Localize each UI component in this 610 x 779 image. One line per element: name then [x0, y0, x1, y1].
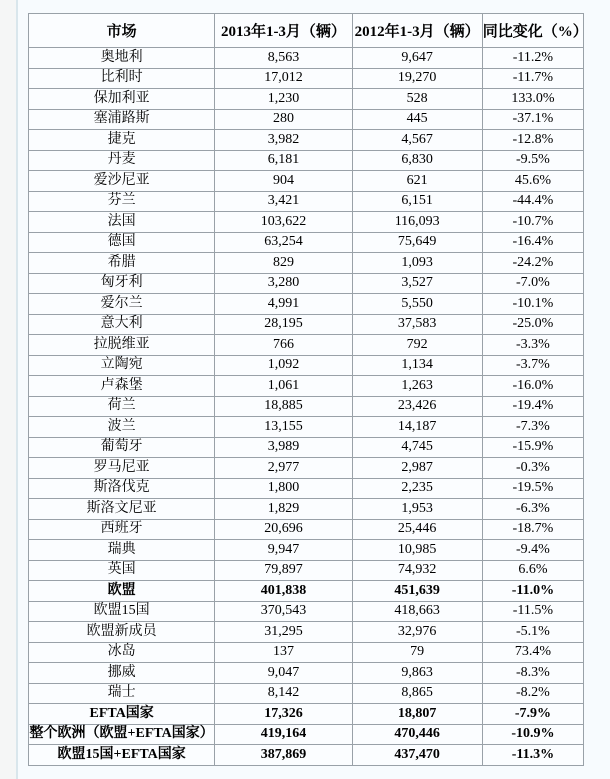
value-2013-cell: 1,230: [215, 89, 352, 110]
change-cell: -10.1%: [482, 294, 583, 315]
value-2012-cell: 445: [352, 109, 482, 130]
market-cell: 立陶宛: [29, 355, 215, 376]
table-row: [29, 478, 584, 499]
table-row: [29, 294, 584, 315]
change-cell: -9.4%: [482, 540, 583, 561]
table-row: [29, 704, 584, 725]
value-2012-cell: 23,426: [352, 396, 482, 417]
value-2012-cell: 9,647: [352, 48, 482, 69]
market-cell: 比利时: [29, 68, 215, 89]
market-cell: 希腊: [29, 253, 215, 274]
value-2012-cell: 5,550: [352, 294, 482, 315]
value-2013-cell: 13,155: [215, 417, 352, 438]
table-row: [29, 150, 584, 171]
value-2013-cell: 3,280: [215, 273, 352, 294]
value-2012-cell: 25,446: [352, 519, 482, 540]
table-row: [29, 273, 584, 294]
value-2012-cell: 10,985: [352, 540, 482, 561]
change-cell: -5.1%: [482, 622, 583, 643]
value-2013-cell: 17,012: [215, 68, 352, 89]
market-cell: 斯洛文尼亚: [29, 499, 215, 520]
value-2013-cell: 1,061: [215, 376, 352, 397]
market-cell: 瑞典: [29, 540, 215, 561]
market-cell: 欧盟新成员: [29, 622, 215, 643]
value-2012-cell: 74,932: [352, 560, 482, 581]
value-2012-cell: 1,134: [352, 355, 482, 376]
value-2012-cell: 528: [352, 89, 482, 110]
table-row: [29, 68, 584, 89]
value-2013-cell: 766: [215, 335, 352, 356]
change-cell: -16.4%: [482, 232, 583, 253]
change-cell: -24.2%: [482, 253, 583, 274]
value-2013-cell: 63,254: [215, 232, 352, 253]
change-cell: -8.2%: [482, 683, 583, 704]
market-cell: 荷兰: [29, 396, 215, 417]
table-row: [29, 601, 584, 622]
change-cell: -16.0%: [482, 376, 583, 397]
table-row: [29, 171, 584, 192]
value-2013-cell: 401,838: [215, 581, 352, 602]
value-2013-cell: 18,885: [215, 396, 352, 417]
table-row: [29, 622, 584, 643]
value-2012-cell: 437,470: [352, 745, 482, 766]
change-cell: -7.0%: [482, 273, 583, 294]
table-row: [29, 335, 584, 356]
change-cell: -19.5%: [482, 478, 583, 499]
market-cell: 欧盟15国+EFTA国家: [29, 745, 215, 766]
market-cell: 卢森堡: [29, 376, 215, 397]
market-cell: EFTA国家: [29, 704, 215, 725]
market-cell: 塞浦路斯: [29, 109, 215, 130]
market-cell: 匈牙利: [29, 273, 215, 294]
value-2012-cell: 2,987: [352, 458, 482, 479]
market-cell: 葡萄牙: [29, 437, 215, 458]
market-cell: 英国: [29, 560, 215, 581]
value-2013-cell: 79,897: [215, 560, 352, 581]
change-cell: 6.6%: [482, 560, 583, 581]
change-cell: -18.7%: [482, 519, 583, 540]
registrations-table: [28, 13, 588, 766]
change-cell: -7.9%: [482, 704, 583, 725]
value-2012-cell: 1,263: [352, 376, 482, 397]
value-2013-cell: 103,622: [215, 212, 352, 233]
value-2013-cell: 3,421: [215, 191, 352, 212]
value-2012-cell: 79: [352, 642, 482, 663]
change-cell: -10.9%: [482, 724, 583, 745]
value-2013-cell: 20,696: [215, 519, 352, 540]
value-2012-cell: 418,663: [352, 601, 482, 622]
table-row: [29, 417, 584, 438]
change-cell: -11.0%: [482, 581, 583, 602]
value-2013-cell: 3,989: [215, 437, 352, 458]
value-2012-cell: 19,270: [352, 68, 482, 89]
change-cell: -3.7%: [482, 355, 583, 376]
value-2012-cell: 6,151: [352, 191, 482, 212]
value-2013-cell: 829: [215, 253, 352, 274]
table-row: [29, 642, 584, 663]
value-2013-cell: 8,563: [215, 48, 352, 69]
change-cell: -37.1%: [482, 109, 583, 130]
value-2012-cell: 2,235: [352, 478, 482, 499]
market-cell: 法国: [29, 212, 215, 233]
market-cell: 德国: [29, 232, 215, 253]
change-cell: -11.7%: [482, 68, 583, 89]
change-cell: -3.3%: [482, 335, 583, 356]
market-cell: 捷克: [29, 130, 215, 151]
market-cell: 爱尔兰: [29, 294, 215, 315]
value-2012-cell: 32,976: [352, 622, 482, 643]
change-cell: -44.4%: [482, 191, 583, 212]
value-2012-cell: 792: [352, 335, 482, 356]
value-2013-cell: 1,800: [215, 478, 352, 499]
value-2013-cell: 419,164: [215, 724, 352, 745]
value-2012-cell: 470,446: [352, 724, 482, 745]
table-body: [29, 48, 584, 766]
value-2012-cell: 621: [352, 171, 482, 192]
market-cell: 斯洛伐克: [29, 478, 215, 499]
change-cell: 73.4%: [482, 642, 583, 663]
change-cell: -25.0%: [482, 314, 583, 335]
table-row: [29, 437, 584, 458]
value-2013-cell: 17,326: [215, 704, 352, 725]
market-cell: 整个欧洲（欧盟+EFTA国家）: [29, 724, 215, 745]
value-2013-cell: 370,543: [215, 601, 352, 622]
value-2012-cell: 116,093: [352, 212, 482, 233]
value-2012-cell: 4,745: [352, 437, 482, 458]
change-cell: -15.9%: [482, 437, 583, 458]
table-row: [29, 560, 584, 581]
change-cell: -12.8%: [482, 130, 583, 151]
value-2013-cell: 280: [215, 109, 352, 130]
table-row: [29, 683, 584, 704]
column-header-change: 同比变化（%）: [482, 14, 583, 48]
value-2012-cell: 37,583: [352, 314, 482, 335]
page-left-strip: [0, 0, 16, 779]
change-cell: -7.3%: [482, 417, 583, 438]
value-2012-cell: 18,807: [352, 704, 482, 725]
table-row: [29, 130, 584, 151]
table-row: [29, 48, 584, 69]
market-cell: 罗马尼亚: [29, 458, 215, 479]
value-2013-cell: 2,977: [215, 458, 352, 479]
table-row: [29, 663, 584, 684]
table-row: [29, 314, 584, 335]
value-2013-cell: 9,047: [215, 663, 352, 684]
value-2012-cell: 4,567: [352, 130, 482, 151]
column-header-market: 市场: [29, 14, 215, 48]
vertical-divider-line: [16, 0, 18, 779]
value-2012-cell: 9,863: [352, 663, 482, 684]
table-row: [29, 355, 584, 376]
table-row: [29, 540, 584, 561]
value-2012-cell: 1,953: [352, 499, 482, 520]
change-cell: -6.3%: [482, 499, 583, 520]
table-row: [29, 499, 584, 520]
value-2013-cell: 8,142: [215, 683, 352, 704]
value-2012-cell: 14,187: [352, 417, 482, 438]
value-2013-cell: 28,195: [215, 314, 352, 335]
column-header-2013: 2013年1-3月（辆）: [215, 14, 352, 48]
change-cell: 45.6%: [482, 171, 583, 192]
market-cell: 奥地利: [29, 48, 215, 69]
market-cell: 芬兰: [29, 191, 215, 212]
column-header-2012: 2012年1-3月（辆）: [352, 14, 482, 48]
table-row: [29, 519, 584, 540]
change-cell: -9.5%: [482, 150, 583, 171]
change-cell: -11.3%: [482, 745, 583, 766]
change-cell: -8.3%: [482, 663, 583, 684]
market-cell: 保加利亚: [29, 89, 215, 110]
change-cell: -19.4%: [482, 396, 583, 417]
market-cell: 冰岛: [29, 642, 215, 663]
change-cell: -11.2%: [482, 48, 583, 69]
table-row: [29, 253, 584, 274]
change-cell: -10.7%: [482, 212, 583, 233]
market-cell: 爱沙尼亚: [29, 171, 215, 192]
value-2012-cell: 451,639: [352, 581, 482, 602]
value-2012-cell: 6,830: [352, 150, 482, 171]
value-2013-cell: 31,295: [215, 622, 352, 643]
table-row: [29, 724, 584, 745]
market-cell: 波兰: [29, 417, 215, 438]
market-cell: 欧盟: [29, 581, 215, 602]
table-row: [29, 191, 584, 212]
value-2013-cell: 6,181: [215, 150, 352, 171]
value-2013-cell: 904: [215, 171, 352, 192]
value-2012-cell: 3,527: [352, 273, 482, 294]
market-cell: 意大利: [29, 314, 215, 335]
change-cell: -11.5%: [482, 601, 583, 622]
value-2012-cell: 8,865: [352, 683, 482, 704]
market-cell: 拉脱维亚: [29, 335, 215, 356]
market-cell: 西班牙: [29, 519, 215, 540]
header-row: [29, 14, 584, 48]
table-row: [29, 396, 584, 417]
value-2013-cell: 3,982: [215, 130, 352, 151]
table-row: [29, 376, 584, 397]
value-2012-cell: 75,649: [352, 232, 482, 253]
table-row: [29, 458, 584, 479]
market-cell: 瑞士: [29, 683, 215, 704]
table-row: [29, 109, 584, 130]
market-cell: 丹麦: [29, 150, 215, 171]
market-cell: 挪威: [29, 663, 215, 684]
table-row: [29, 745, 584, 766]
table-row: [29, 232, 584, 253]
value-2013-cell: 1,829: [215, 499, 352, 520]
value-2013-cell: 1,092: [215, 355, 352, 376]
value-2013-cell: 4,991: [215, 294, 352, 315]
market-cell: 欧盟15国: [29, 601, 215, 622]
value-2013-cell: 387,869: [215, 745, 352, 766]
change-cell: 133.0%: [482, 89, 583, 110]
table-row: [29, 89, 584, 110]
value-2013-cell: 137: [215, 642, 352, 663]
change-cell: -0.3%: [482, 458, 583, 479]
value-2013-cell: 9,947: [215, 540, 352, 561]
table-row: [29, 212, 584, 233]
value-2012-cell: 1,093: [352, 253, 482, 274]
table-row: [29, 581, 584, 602]
